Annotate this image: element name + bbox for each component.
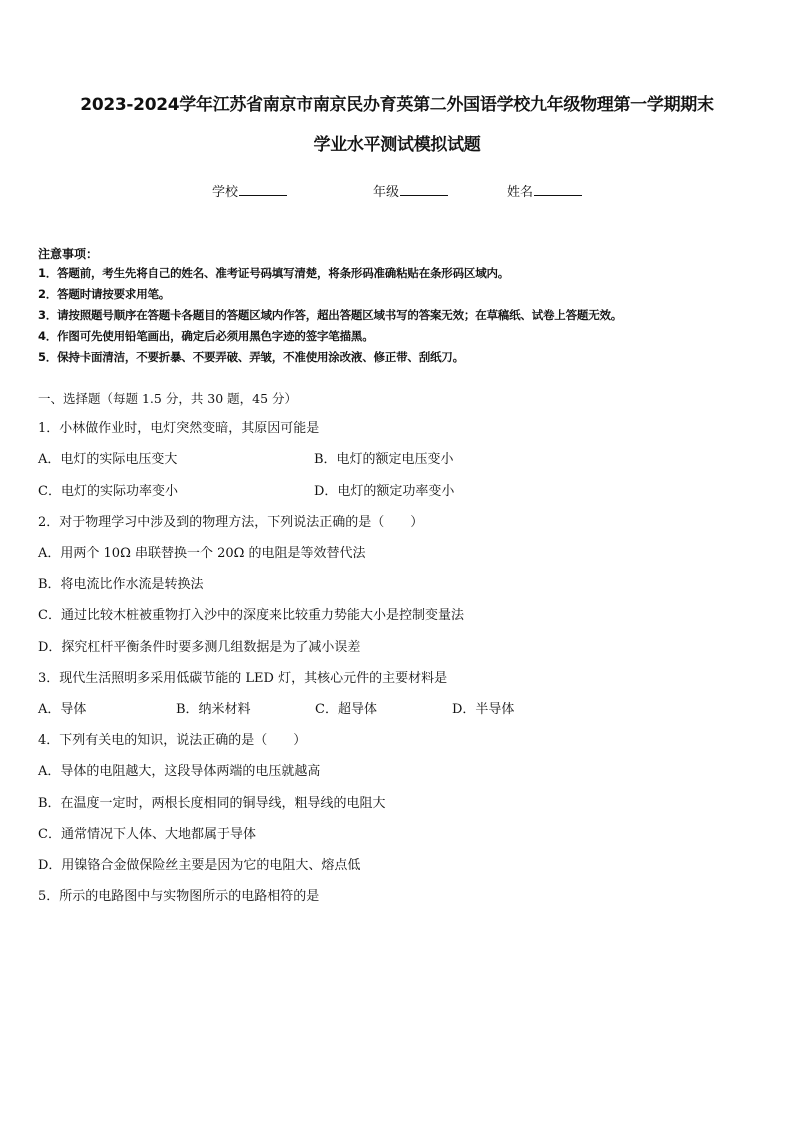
q2-option-d: D．探究杠杆平衡条件时要多测几组数据是为了减小误差 [38,640,361,655]
question-4-stem: 4．下列有关电的知识，说法正确的是（ ） [38,733,307,748]
q2-option-c: C．通过比较木桩被重物打入沙中的深度来比较重力势能大小是控制变量法 [38,608,464,623]
q1-option-c: C．电灯的实际功率变小 [38,484,178,499]
school-label: 学校 [212,185,239,200]
grade-field [373,181,448,200]
q1-option-a: A．电灯的实际电压变大 [38,452,178,467]
note-item: 3．请按照题号顺序在答题卡各题目的答题区域内作答，超出答题区域书写的答案无效；在草稿纸、试卷上答题无效。 [38,308,623,322]
q1-option-d: D．电灯的额定功率变小 [314,484,455,499]
q4-option-c: C．通常情况下人体、大地都属于导体 [38,827,256,842]
notes-heading: 注意事项： [38,247,99,261]
grade-blank [400,184,448,196]
page-title: 2023-2024学年江苏省南京市南京民办育英第二外国语学校九年级物理第一学期期末 [80,95,714,115]
q4-option-d: D．用镍铬合金做保险丝主要是因为它的电阻大、熔点低 [38,858,361,873]
note-item: 2．答题时请按要求用笔。 [38,287,171,301]
note-item: 5．保持卡面清洁，不要折暴、不要弄破、弄皱，不准使用涂改液、修正带、刮纸刀。 [38,350,464,364]
name-field [507,181,582,200]
grade-label: 年级 [373,185,400,200]
q3-option-a: A．导体 [38,702,87,717]
question-3-stem: 3．现代生活照明多采用低碳节能的 LED 灯，其核心元件的主要材料是 [38,671,448,686]
school-blank [239,184,287,196]
page-subtitle: 学业水平测试模拟试题 [313,135,481,155]
q3-option-c: C．超导体 [315,702,377,717]
question-5-stem: 5．所示的电路图中与实物图所示的电路相符的是 [38,889,320,904]
q3-option-d: D．半导体 [452,702,515,717]
note-item: 4．作图可先使用铅笔画出，确定后必须用黑色字迹的签字笔描黑。 [38,329,374,343]
q4-option-b: B．在温度一定时，两根长度相同的铜导线，粗导线的电阻大 [38,796,386,811]
q2-option-a: A．用两个 10Ω 串联替换一个 20Ω 的电阻是等效替代法 [38,546,366,561]
school-field [212,181,287,200]
q2-option-b: B．将电流比作水流是转换法 [38,577,204,592]
q4-option-a: A．导体的电阻越大，这段导体两端的电压就越高 [38,764,321,779]
q1-option-b: B．电灯的额定电压变小 [314,452,454,467]
note-item: 1．答题前，考生先将自己的姓名、准考证号码填写清楚，将条形码准确粘贴在条形码区域内。 [38,266,510,280]
section-heading: 一、选择题（每题 1.5 分，共 30 题，45 分） [38,391,298,406]
name-blank [534,184,582,196]
q3-option-b: B．纳米材料 [176,702,251,717]
question-1-stem: 1．小林做作业时，电灯突然变暗，其原因可能是 [38,421,320,436]
name-label: 姓名 [507,185,534,200]
question-2-stem: 2．对于物理学习中涉及到的物理方法，下列说法正确的是（ ） [38,515,424,530]
